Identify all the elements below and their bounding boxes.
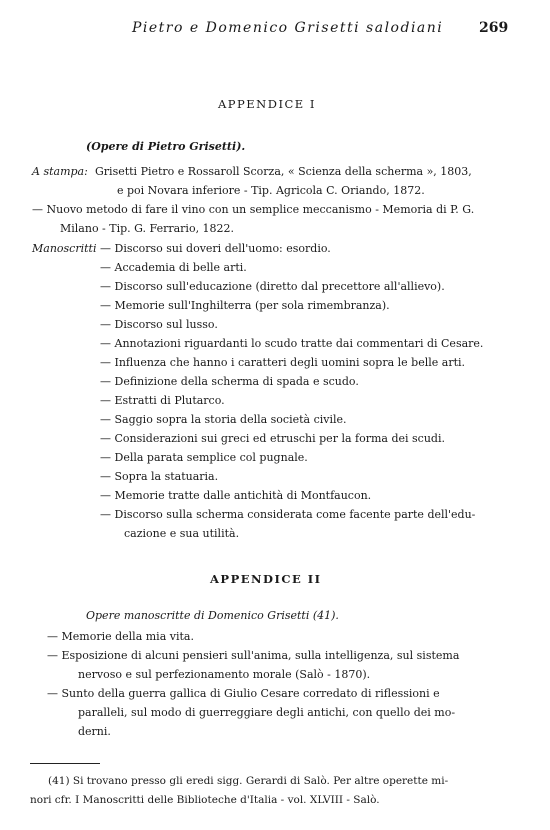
manuscript-item: — Memorie sull'Inghilterra (per sola rimembranza). <box>100 299 390 312</box>
appendix-2-item-continuation: derni. <box>78 725 111 738</box>
appendix-2-item: — Sunto della guerra gallica di Giulio Cesare corredato di riflessioni e <box>47 687 440 700</box>
appendix-2-item: — Memorie della mia vita. <box>47 630 194 643</box>
footnote-rule <box>30 763 100 764</box>
manuscript-item: — Discorso sulla scherma considerata come facente parte dell'edu- <box>100 508 476 521</box>
manuscript-item: — Accademia di belle arti. <box>100 261 247 274</box>
manuscript-item: — Discorso sull'educazione (diretto dal precettore all'allievo). <box>100 280 445 293</box>
appendix-1-subtitle: (Opere di Pietro Grisetti). <box>86 140 246 153</box>
appendix-2-subtitle: Opere manoscritte di Domenico Grisetti (41). <box>86 609 339 622</box>
appendix-2-title: APPENDICE II <box>210 572 322 586</box>
manuscript-item-continuation: cazione e sua utilità. <box>124 527 240 540</box>
manuscript-item: — Memorie tratte dalle antichità di Montfaucon. <box>100 489 372 502</box>
appendix-2-item: — Esposizione di alcuni pensieri sull'anima, sulla intelligenza, sul sistema <box>47 649 460 662</box>
appendix-2-item-continuation: paralleli, sul modo di guerreggiare degli antichi, con quello dei mo- <box>78 706 456 719</box>
manuscript-item: — Definizione della scherma di spada e scudo. <box>100 375 359 388</box>
stampa-entry-line1: Grisetti Pietro e Rossaroll Scorza, « Scienza della scherma », 1803, <box>95 165 472 178</box>
nuovo-metodo-line1: — Nuovo metodo di fare il vino con un semplice meccanismo - Memoria di P. G. <box>32 203 475 216</box>
manuscript-item: — Sopra la statuaria. <box>100 470 219 483</box>
manuscript-item: — Considerazioni sui greci ed etruschi per la forma dei scudi. <box>100 432 445 445</box>
manuscript-item: — Saggio sopra la storia della società civile. <box>100 413 347 426</box>
manuscript-item: — Della parata semplice col pugnale. <box>100 451 308 464</box>
manuscript-item: — Influenza che hanno i caratteri degli uomini sopra le belle arti. <box>100 356 466 369</box>
manuscript-item: — Discorso sul lusso. <box>100 318 218 331</box>
stampa-entry-line2: e poi Novara inferiore - Tip. Agricola C. Oriando, 1872. <box>117 184 425 197</box>
manoscritti-label: Manoscritti <box>32 242 97 255</box>
stampa-label: A stampa: <box>32 165 88 178</box>
manuscript-item: — Annotazioni riguardanti lo scudo tratte dai commentari di Cesare. <box>100 337 484 350</box>
manoscritti-first-item: — Discorso sui doveri dell'uomo: esordio. <box>100 242 331 255</box>
running-header: Pietro e Domenico Grisetti salodiani <box>132 20 444 36</box>
appendix-2-item-continuation: nervoso e sul perfezionamento morale (Salò - 1870). <box>78 668 371 681</box>
appendix-1-title: APPENDICE I <box>218 97 316 111</box>
manuscript-item: — Estratti di Plutarco. <box>100 394 225 407</box>
page-number: 269 <box>479 20 509 36</box>
nuovo-metodo-line2: Milano - Tip. G. Ferrario, 1822. <box>60 222 235 235</box>
footnote-line1: (41) Si trovano presso gli eredi sigg. Gerardi di Salò. Per altre operette mi- <box>48 775 449 787</box>
footnote-line2: nori cfr. I Manoscritti delle Biblioteche d'Italia - vol. XLVIII - Salò. <box>30 794 380 806</box>
